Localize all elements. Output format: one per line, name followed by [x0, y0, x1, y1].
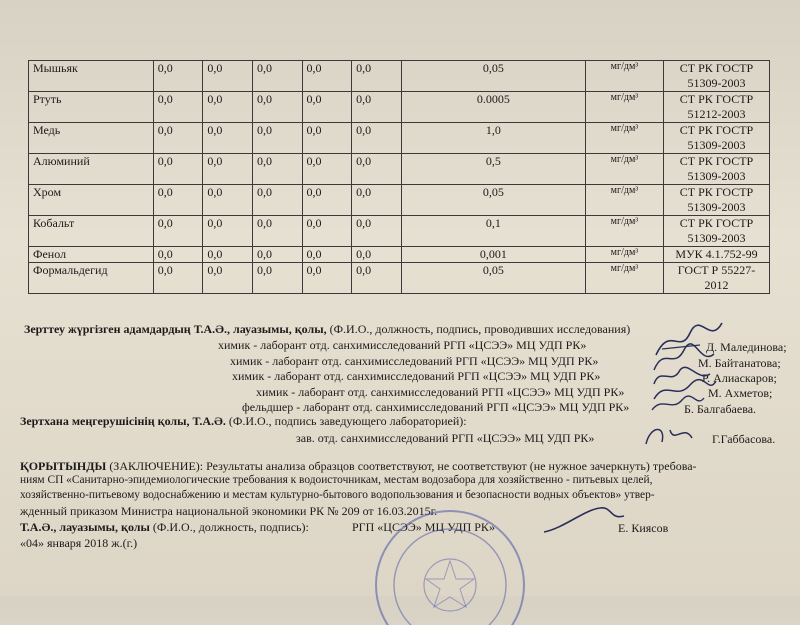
norm-cell: 0,05 — [401, 61, 585, 92]
measured-value-cell: 0,0 — [352, 216, 402, 247]
conclusion-line-3: хозяйственно-питьевому водоснабжению и местам культурно-бытового водопользования и безопасности водных объектов» утвер- — [20, 489, 655, 501]
measured-value-cell: 0,0 — [352, 123, 402, 154]
researcher-role-3: химик - лаборант отд. санхимисследований РГП «ЦСЭЭ» МЦ УДП РК» — [232, 369, 601, 383]
document-date: «04» января 2018 ж.(г.) — [20, 536, 138, 550]
table-row — [29, 216, 770, 247]
indicator-name-cell: Мышьяк — [29, 61, 154, 92]
indicator-name-cell: Формальдегид — [29, 263, 154, 294]
conclusion-heading-ru: (ЗАКЛЮЧЕНИЕ): — [109, 459, 204, 473]
measured-value-cell: 0,0 — [252, 123, 302, 154]
indicator-name-cell: Ртуть — [29, 92, 154, 123]
measured-value-cell: 0,0 — [252, 92, 302, 123]
researcher-name-2: М. Байтанатова; — [698, 356, 781, 370]
conclusion-line-1-wrap — [20, 459, 697, 474]
measured-value-cell: 0,0 — [203, 123, 253, 154]
measured-value-cell: 0,0 — [252, 61, 302, 92]
head-lab-name: Г.Габбасова. — [712, 432, 776, 446]
norm-cell: 0.0005 — [401, 92, 585, 123]
measured-value-cell: 0,0 — [302, 185, 352, 216]
measured-value-cell: 0,0 — [153, 216, 203, 247]
researcher-role-1: химик - лаборант отд. санхимисследований РГП «ЦСЭЭ» МЦ УДП РК» — [218, 338, 587, 352]
measured-value-cell: 0,0 — [252, 185, 302, 216]
signatory-name: Е. Киясов — [618, 521, 669, 535]
measured-value-cell: 0,0 — [153, 123, 203, 154]
measured-value-cell: 0,0 — [352, 92, 402, 123]
measured-value-cell: 0,0 — [352, 154, 402, 185]
norm-cell: 0,05 — [401, 185, 585, 216]
table-row — [29, 154, 770, 185]
unit-cell: мг/дм³ — [585, 92, 663, 123]
signatory-org: РГП «ЦСЭЭ» МЦ УДП РК» — [352, 520, 495, 534]
signature-kiyasov — [540, 500, 630, 540]
measured-value-cell: 0,0 — [302, 247, 352, 263]
conclusion-line-2: ниям СП «Санитарно-эпидемиологические требования к водоисточникам, местам водозабора для хозяйственно - питьевых целей, — [20, 474, 653, 486]
table-row — [29, 263, 770, 294]
head-lab-heading-line — [20, 414, 467, 429]
measured-value-cell: 0,0 — [153, 92, 203, 123]
indicator-name-cell: Кобальт — [29, 216, 154, 247]
measured-value-cell: 0,0 — [203, 263, 253, 294]
indicator-name-cell: Фенол — [29, 247, 154, 263]
unit-cell: мг/дм³ — [585, 247, 663, 263]
measured-value-cell: 0,0 — [203, 61, 253, 92]
measured-value-cell: 0,0 — [203, 185, 253, 216]
norm-cell: 0,1 — [401, 216, 585, 247]
measured-value-cell: 0,0 — [302, 263, 352, 294]
researcher-name-1: Д. Малединова; — [706, 340, 787, 354]
unit-cell: мг/дм³ — [585, 61, 663, 92]
table-row — [29, 185, 770, 216]
measured-value-cell: 0,0 — [153, 61, 203, 92]
measured-value-cell: 0,0 — [153, 263, 203, 294]
table-row — [29, 61, 770, 92]
measured-value-cell: 0,0 — [352, 247, 402, 263]
researchers-heading: Зерттеу жүргізген адамдардың Т.А.Ә., лауазымы, қолы, — [24, 322, 327, 336]
conclusion-line-4: жденный приказом Министра национальной экономики РК № 209 от 16.03.2015г. — [20, 504, 438, 518]
head-lab-heading-ru: (Ф.И.О., подпись заведующего лабораторией): — [228, 414, 467, 428]
method-cell: СТ РК ГОСТР 51309-2003 — [663, 154, 769, 185]
method-cell: СТ РК ГОСТР 51309-2003 — [663, 216, 769, 247]
table-row — [29, 247, 770, 263]
method-cell: ГОСТ Р 55227-2012 — [663, 263, 769, 294]
researcher-name-3: Р. Алиаскаров; — [702, 371, 777, 385]
measured-value-cell: 0,0 — [352, 61, 402, 92]
measured-value-cell: 0,0 — [302, 154, 352, 185]
measured-value-cell: 0,0 — [352, 263, 402, 294]
norm-cell: 1,0 — [401, 123, 585, 154]
norm-cell: 0,001 — [401, 247, 585, 263]
method-cell: СТ РК ГОСТР 51309-2003 — [663, 123, 769, 154]
method-cell: СТ РК ГОСТР 51309-2003 — [663, 61, 769, 92]
researchers-heading-line — [24, 322, 630, 337]
conclusion-heading: ҚОРЫТЫНДЫ — [20, 459, 107, 473]
table-row — [29, 123, 770, 154]
researcher-role-4: химик - лаборант отд. санхимисследований РГП «ЦСЭЭ» МЦ УДП РК» — [256, 385, 625, 399]
measured-value-cell: 0,0 — [252, 216, 302, 247]
measured-value-cell: 0,0 — [302, 216, 352, 247]
measured-value-cell: 0,0 — [153, 185, 203, 216]
norm-cell: 0,5 — [401, 154, 585, 185]
measured-value-cell: 0,0 — [302, 92, 352, 123]
measured-value-cell: 0,0 — [203, 92, 253, 123]
measured-value-cell: 0,0 — [302, 123, 352, 154]
measured-value-cell: 0,0 — [252, 154, 302, 185]
measured-value-cell: 0,0 — [203, 154, 253, 185]
method-cell: СТ РК ГОСТР 51309-2003 — [663, 185, 769, 216]
measured-value-cell: 0,0 — [352, 185, 402, 216]
measured-value-cell: 0,0 — [203, 216, 253, 247]
measured-value-cell: 0,0 — [203, 247, 253, 263]
indicator-name-cell: Алюминий — [29, 154, 154, 185]
researcher-role-2: химик - лаборант отд. санхимисследований РГП «ЦСЭЭ» МЦ УДП РК» — [230, 354, 599, 368]
indicator-name-cell: Медь — [29, 123, 154, 154]
official-stamp — [370, 505, 530, 625]
unit-cell: мг/дм³ — [585, 154, 663, 185]
results-table — [28, 60, 770, 294]
signatory-label-ru: (Ф.И.О., должность, подпись): — [152, 520, 309, 534]
measured-value-cell: 0,0 — [252, 247, 302, 263]
unit-cell: мг/дм³ — [585, 263, 663, 294]
researcher-role-5: фельдшер - лаборант отд. санхимисследований РГП «ЦСЭЭ» МЦ УДП РК» — [242, 400, 630, 414]
head-lab-heading: Зертхана меңгерушісінің қолы, Т.А.Ә. — [20, 414, 226, 428]
norm-cell: 0,05 — [401, 263, 585, 294]
indicator-name-cell: Хром — [29, 185, 154, 216]
signatory-line — [20, 520, 309, 535]
researchers-heading-ru: (Ф.И.О., должность, подпись, проводивших исследования) — [329, 322, 631, 336]
measured-value-cell: 0,0 — [302, 61, 352, 92]
conclusion-line-1: Результаты анализа образцов соответствуют, не соответствуют (не нужное зачеркнуть) требова- — [206, 459, 697, 473]
unit-cell: мг/дм³ — [585, 123, 663, 154]
measured-value-cell: 0,0 — [252, 263, 302, 294]
unit-cell: мг/дм³ — [585, 216, 663, 247]
unit-cell: мг/дм³ — [585, 185, 663, 216]
measured-value-cell: 0,0 — [153, 247, 203, 263]
signatory-label: Т.А.Ә., лауазымы, қолы — [20, 520, 150, 534]
researcher-name-4: М. Ахметов; — [708, 386, 773, 400]
method-cell: МУК 4.1.752-99 — [663, 247, 769, 263]
signature-balgabaeva — [648, 392, 708, 416]
table-row — [29, 92, 770, 123]
measured-value-cell: 0,0 — [153, 154, 203, 185]
signature-gabbasova — [640, 420, 710, 450]
researcher-name-5: Б. Балгабаева. — [684, 402, 757, 416]
head-lab-role: зав. отд. санхимисследований РГП «ЦСЭЭ» МЦ УДП РК» — [296, 431, 595, 445]
method-cell: СТ РК ГОСТР 51212-2003 — [663, 92, 769, 123]
